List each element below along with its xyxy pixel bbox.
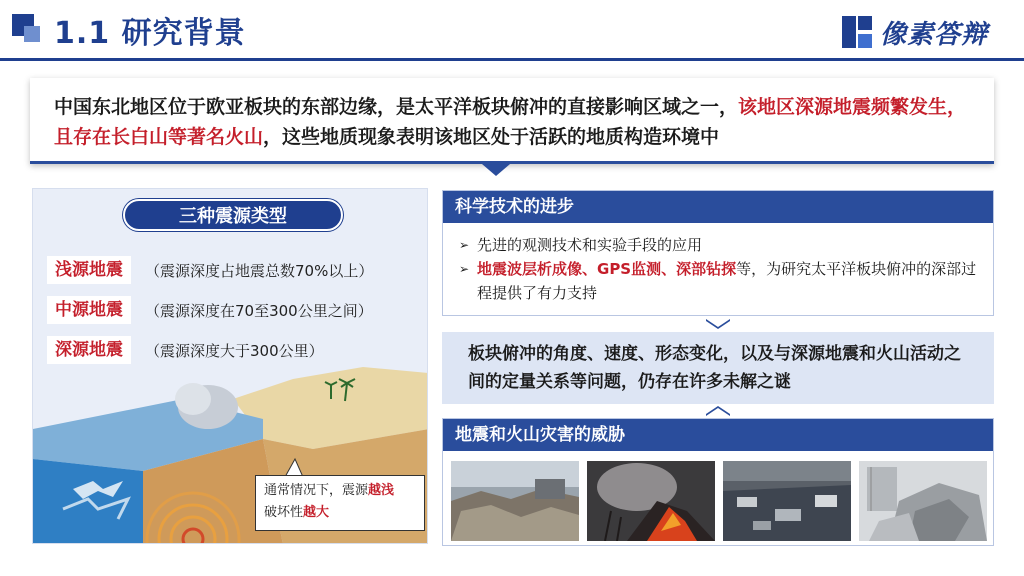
list-item-text: 等，为研究太平洋板块俯冲的深部过程提供了有力支持 [477, 260, 977, 302]
logo-text: 像素答辩 [879, 19, 988, 50]
intro-text [54, 92, 974, 152]
photo-strip [451, 461, 987, 541]
quake-type-row [47, 295, 373, 325]
bullet-arrow-icon: ➢ [459, 238, 470, 252]
quake-type-desc: （震源深度占地震总数70%以上） [145, 261, 374, 280]
quake-type-name: 中源地震 [47, 296, 131, 324]
callout-text: 通常情况下，震源 [264, 483, 369, 498]
science-heading: 科学技术的进步 [443, 191, 993, 223]
depth-callout [255, 475, 425, 531]
flood-debris-photo [723, 461, 851, 541]
brand-logo [842, 14, 988, 50]
intro-pointer [482, 164, 510, 176]
earthquake-rubble-photo [451, 461, 579, 541]
quake-types-panel [32, 188, 428, 544]
header-divider [0, 58, 1024, 61]
callout-text: 破坏性 [264, 505, 304, 520]
title-mark-icon [12, 14, 42, 44]
disaster-threat-box [442, 418, 994, 546]
quake-types-heading: 三种震源类型 [123, 199, 343, 231]
intro-highlight: 该地区深源地震频繁发生，且存在长白山等著名火山 [54, 96, 967, 148]
intro-part3: ，这些地质现象表明该地区处于活跃的地质构造环境中 [263, 126, 720, 148]
list-item-text: 先进的观测技术和实验手段的应用 [477, 236, 703, 254]
slide-header [0, 0, 1024, 62]
open-questions-box [442, 332, 994, 404]
quake-type-desc: （震源深度大于300公里） [145, 341, 324, 360]
open-questions-text: 板块俯冲的角度、速度、形态变化，以及与深源地震和火山活动之间的定量关系等问题，仍存在许多未解之谜 [468, 344, 961, 392]
logo-icon [842, 16, 874, 48]
quake-type-row [47, 255, 373, 285]
callout-highlight: 越浅 [368, 483, 395, 498]
quake-type-name: 浅源地震 [47, 256, 131, 284]
science-progress-box [442, 190, 994, 316]
bullet-arrow-icon: ➢ [459, 262, 470, 276]
science-list [459, 233, 979, 305]
intro-box [30, 78, 994, 164]
intro-part1: 中国东北地区位于欧亚板块的东部边缘，是太平洋板块俯冲的直接影响区域之一， [54, 96, 739, 118]
threat-heading: 地震和火山灾害的威胁 [443, 419, 993, 451]
list-item [459, 257, 979, 305]
page-title: 1.1 研究背景 [54, 16, 246, 51]
volcano-eruption-photo [587, 461, 715, 541]
quake-type-desc: （震源深度在70至300公里之间） [145, 301, 373, 320]
quake-type-name: 深源地震 [47, 336, 131, 364]
collapsed-building-photo [859, 461, 987, 541]
chevron-down-icon [706, 319, 730, 329]
list-item [459, 233, 979, 257]
chevron-up-icon [706, 406, 730, 416]
callout-highlight: 越大 [303, 505, 330, 520]
list-item-highlight: 地震波层析成像、GPS监测、深部钻探 [477, 260, 737, 278]
